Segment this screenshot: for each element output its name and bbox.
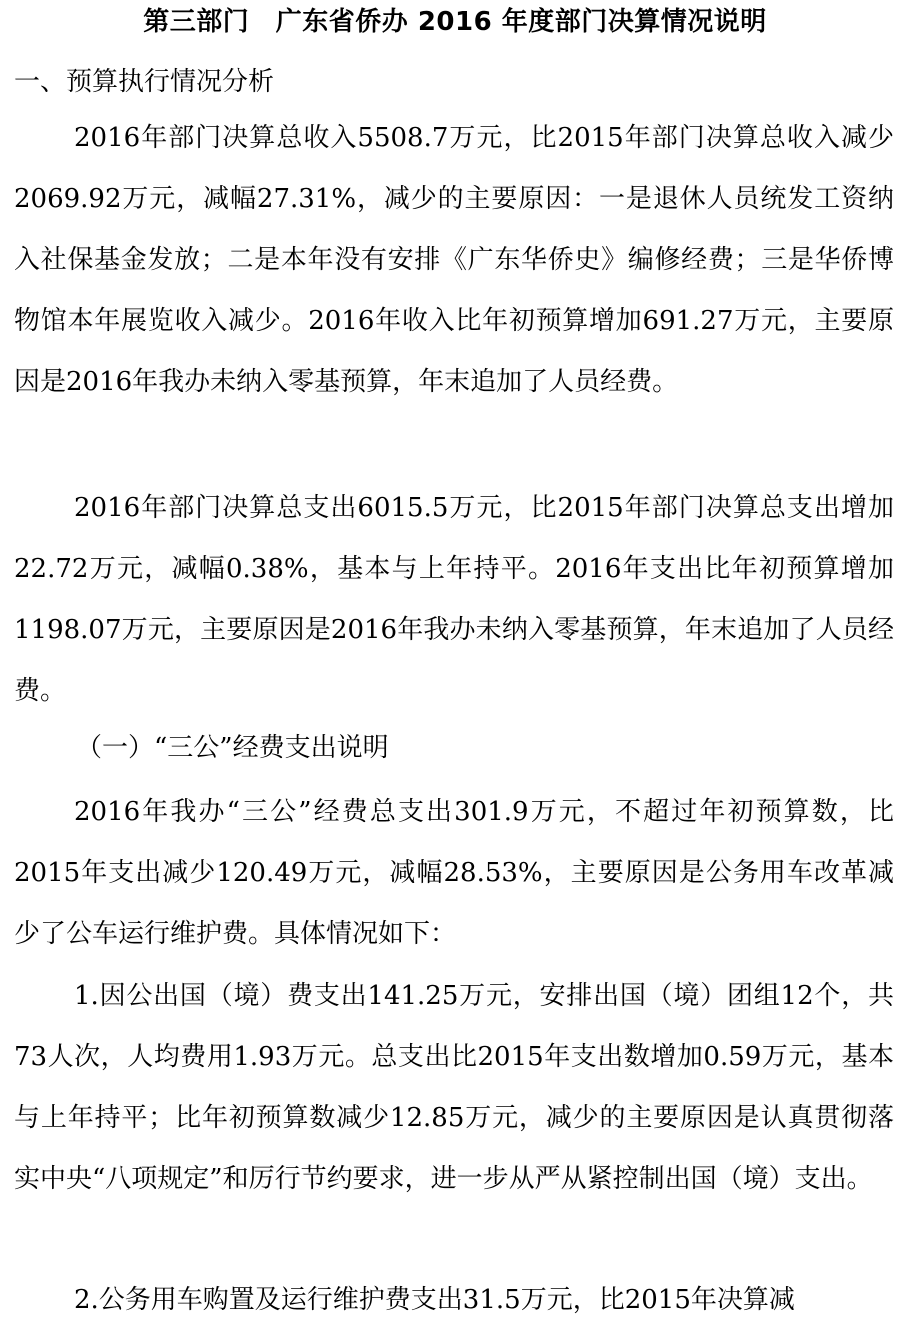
subsection-heading: （一）“三公”经费支出说明 [76, 733, 389, 763]
paragraph-expenditure: 2016年部门决算总支出6015.5万元，比2015年部门决算总支出增加22.72万元，减幅0.38%，基本与上年持平。2016年支出比年初预算增加1198.07万元，主要原因是2016年我办未纳入零基预算，年末追加了人员经费。 [14, 493, 894, 706]
paragraph-vehicle: 2.公务用车购置及运行维护费支出31.5万元，比2015年决算减 [74, 1285, 795, 1315]
paragraph-overseas-travel: 1.因公出国（境）费支出141.25万元，安排出国（境）团组12个，共73人次，人均费用1.93万元。总支出比2015年支出数增加0.59万元，基本与上年持平；比年初预算数减少12.85万元，减少的主要原因是认真贯彻落实中央“八项规定”和厉行节约要求，进一步从严从紧控制出国（境）支出。 [14, 981, 894, 1194]
paragraph-income: 2016年部门决算总收入5508.7万元，比2015年部门决算总收入减少2069.92万元，减幅27.31%，减少的主要原因：一是退休人员统发工资纳入社保基金发放；二是本年没有安排《广东华侨史》编修经费；三是华侨博物馆本年展览收入减少。2016年收入比年初预算增加691.27万元，主要原因是2016年我办未纳入零基预算，年末追加了人员经费。 [14, 123, 894, 397]
section-heading: 一、预算执行情况分析 [14, 67, 275, 97]
paragraph-three-public: 2016年我办“三公”经费总支出301.9万元，不超过年初预算数，比2015年支出减少120.49万元，减幅28.53%，主要原因是公务用车改革减少了公车运行维护费。具体情况如下： [14, 797, 894, 949]
document-title: 第三部门 广东省侨办 2016 年度部门决算情况说明 [143, 7, 767, 37]
